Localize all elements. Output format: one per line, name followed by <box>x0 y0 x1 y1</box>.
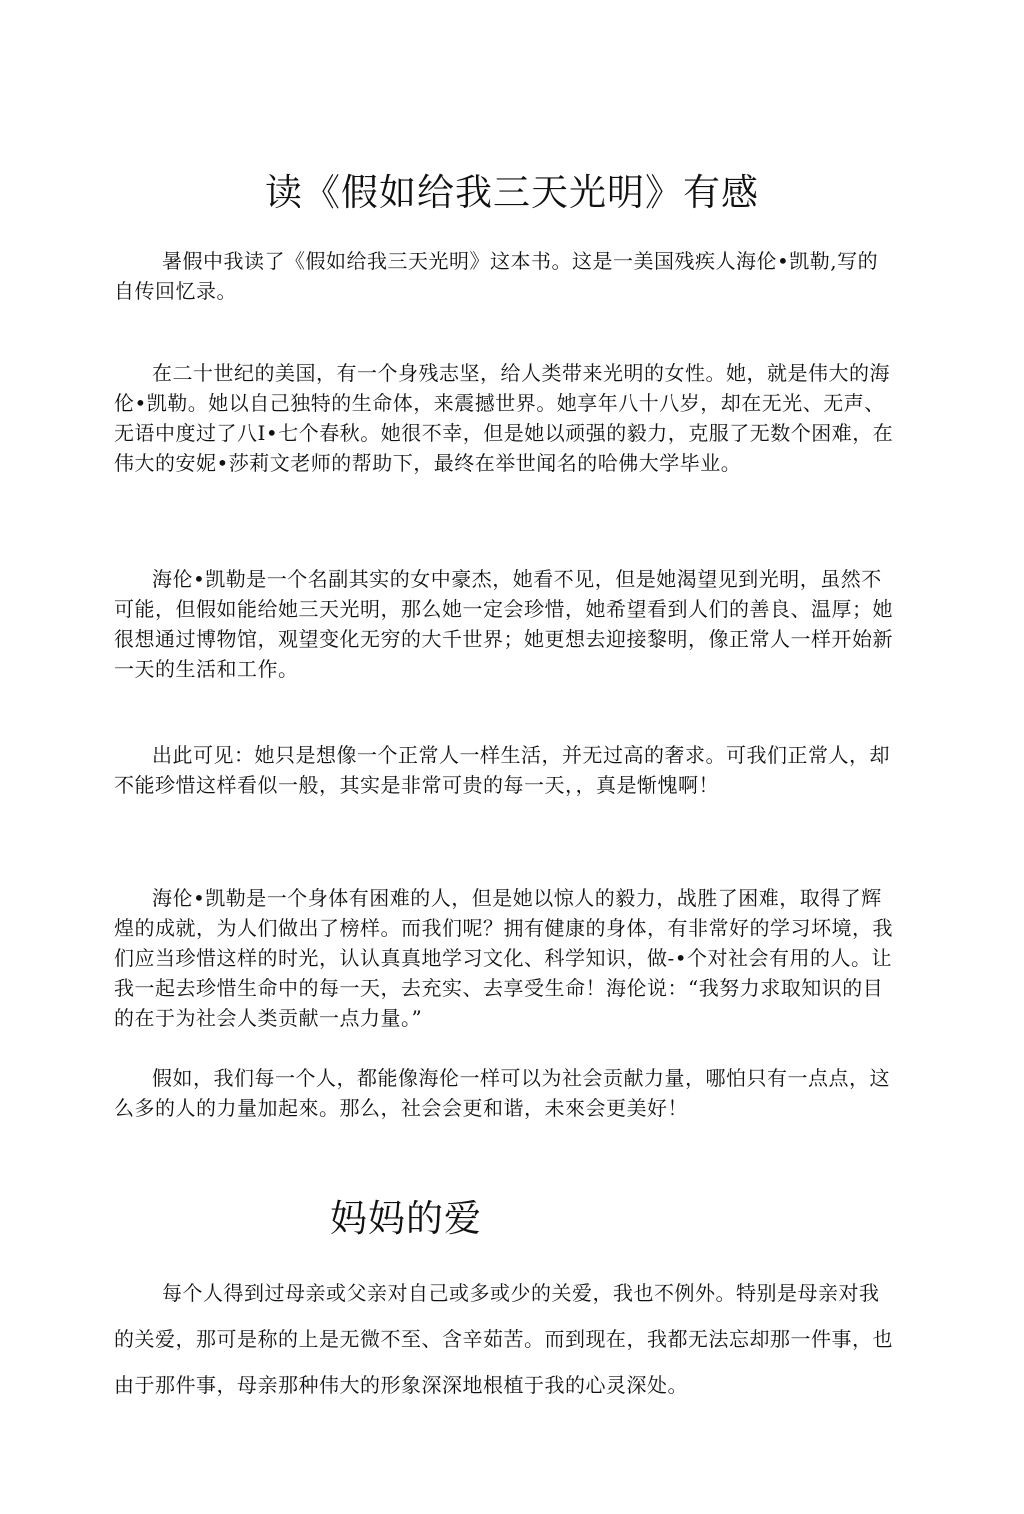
paragraph: 海伦•凯勒是一个名副其实的女中豪杰，她看不见，但是她渴望见到光明，虽然不可能，但假如能给她三天光明，那么她一定会珍惜，她希望看到人们的善良、温厚；她很想通过博物馆，观望变化无穷的大千世界；她更想去迎接黎明，像正常人一样开始新一天的生活和工作。 <box>114 567 893 681</box>
paragraph: 出此可见：她只是想像一个正常人一样生活，并无过高的奢求。可我们正常人，却不能珍惜这样看似一般，其实是非常可贵的每一天，，真是惭愧啊！ <box>114 743 890 797</box>
paragraph: 海伦•凯勒是一个身体有困难的人，但是她以惊人的毅力，战胜了困难，取得了辉煌的成就，为人们做出了榜样。而我们呢？拥有健康的身体，有非常好的学习坏境，我们应当珍惜这样的时光，认认真真地学习文化、科学知识，做-•个对社会有用的人。让我一起去珍惜生命中的每一天，去充实、去享受生命！海伦说：“我努力求取知识的目的在于为社会人类贡献一点力量。” <box>114 886 893 1030</box>
paragraph: 在二十世纪的美国，有一个身残志坚，给人类带来光明的女性。她，就是伟大的海伦•凯勒。她以自己独特的生命体，来震撼世界。她享年八十八岁，却在无光、无声、无语中度过了八I•七个春秋。她很不幸，但是她以顽强的毅力，克服了无数个困难，在伟大的安妮•莎莉文老师的帮助下，最终在举世闻名的哈佛大学毕业。 <box>114 361 894 475</box>
article-title: 妈妈的爱 <box>330 1197 482 1240</box>
article-title: 读《假如给我三天光明》有感 <box>265 171 759 214</box>
paragraph: 假如，我们每一个人，都能像海伦一样可以为社会贡献力量，哪怕只有一点点，这么多的人的力量加起來。那么，社会会更和谐，未來会更美好！ <box>114 1066 890 1120</box>
paragraph: 每个人得到过母亲或父亲对自己或多或少的关爱，我也不例外。特别是母亲对我的关爱，那可是称的上是无微不至、含辛茹苦。而到现在，我都无法忘却那一件事，也由于那件事，母亲那种伟大的形象深深地根植于我的心灵深处。 <box>114 1281 893 1397</box>
paragraph: 暑假中我读了《假如给我三天光明》这本书。这是一美国残疾人海伦•凯勒,写的自传回忆录。 <box>114 249 879 303</box>
